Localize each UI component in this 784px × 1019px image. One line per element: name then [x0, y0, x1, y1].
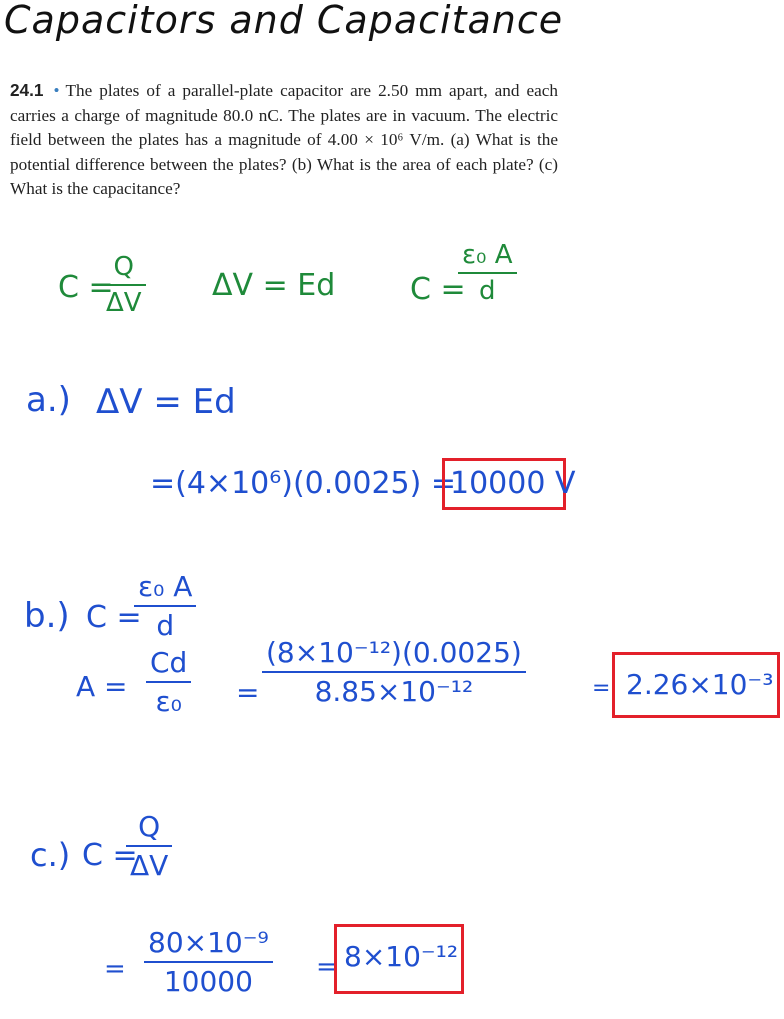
- formula-1-numerator: Q: [113, 252, 135, 282]
- part-b-label: b.): [24, 596, 70, 636]
- part-c-fraction: [126, 810, 172, 882]
- part-a-substitution: =(4×10⁶)(0.0025) =: [150, 466, 457, 501]
- part-c-lhs: C =: [82, 838, 138, 873]
- part-c-label: c.): [30, 836, 71, 874]
- formula-2: ΔV = Ed: [212, 268, 336, 303]
- problem-statement: [10, 78, 558, 202]
- formula-3-fraction: [458, 240, 517, 306]
- area-value-numerator: (8×10⁻¹²)(0.0025): [266, 636, 522, 669]
- part-c-equals: =: [104, 954, 126, 984]
- area-result-equals: =: [592, 676, 611, 701]
- capacitance-numerator: 80×10⁻⁹: [148, 926, 269, 959]
- area-value-fraction: [262, 636, 526, 708]
- problem-number: 24.1: [10, 80, 44, 100]
- area-fraction: [146, 646, 191, 718]
- area-numerator: Cd: [150, 646, 188, 679]
- page-title: Capacitors and Capacitance: [4, 0, 564, 42]
- area-equals: =: [236, 676, 260, 709]
- part-c-numerator: Q: [138, 810, 161, 843]
- area-value-bar: [262, 671, 526, 673]
- part-b-lhs: C =: [86, 600, 142, 635]
- formula-3-numerator: ε₀ A: [462, 240, 513, 270]
- formula-1-fraction: [102, 252, 146, 318]
- part-a-answer: 10000 V: [450, 466, 576, 501]
- part-c-bar: [126, 845, 172, 847]
- part-b-fraction: [134, 570, 196, 642]
- problem-text: The plates of a parallel-plate capacitor are 2.50 mm apart, and each carries a charge of magnitude 80.0 nC. The plates are in vacuum. The electric field between the plates has a magnitude of 4.00 × 10⁶ V/m. (a) What is the potential difference between the plates? (b) What is the area of each plate? (c) What is the capacitance?: [10, 81, 558, 199]
- part-a-equation: ΔV = Ed: [96, 382, 236, 422]
- part-b-numerator: ε₀ A: [138, 570, 193, 603]
- area-denominator: ε₀: [155, 685, 182, 718]
- capacitance-bar: [144, 961, 273, 963]
- formula-3-denominator: d: [479, 276, 496, 306]
- part-b-denominator: d: [156, 609, 175, 642]
- capacitance-denominator: 10000: [163, 965, 253, 998]
- area-lhs: A =: [76, 670, 128, 703]
- formula-3-lhs: C =: [410, 272, 466, 307]
- part-b-answer: 2.26×10⁻³: [626, 668, 774, 701]
- part-b-bar: [134, 605, 196, 607]
- capacitance-result-equals: =: [316, 952, 338, 982]
- part-c-denominator: ΔV: [130, 849, 169, 882]
- part-c-answer: 8×10⁻¹²: [344, 940, 459, 973]
- capacitance-fraction: [144, 926, 273, 998]
- formula-3-bar: [458, 272, 517, 274]
- area-bar: [146, 681, 191, 683]
- formula-1-denominator: ΔV: [106, 288, 142, 318]
- formula-1-lhs: C =: [58, 270, 114, 305]
- part-a-label: a.): [26, 380, 71, 420]
- area-value-denominator: 8.85×10⁻¹²: [314, 675, 474, 708]
- problem-bullet: •: [53, 81, 60, 100]
- formula-1-bar: [102, 284, 146, 286]
